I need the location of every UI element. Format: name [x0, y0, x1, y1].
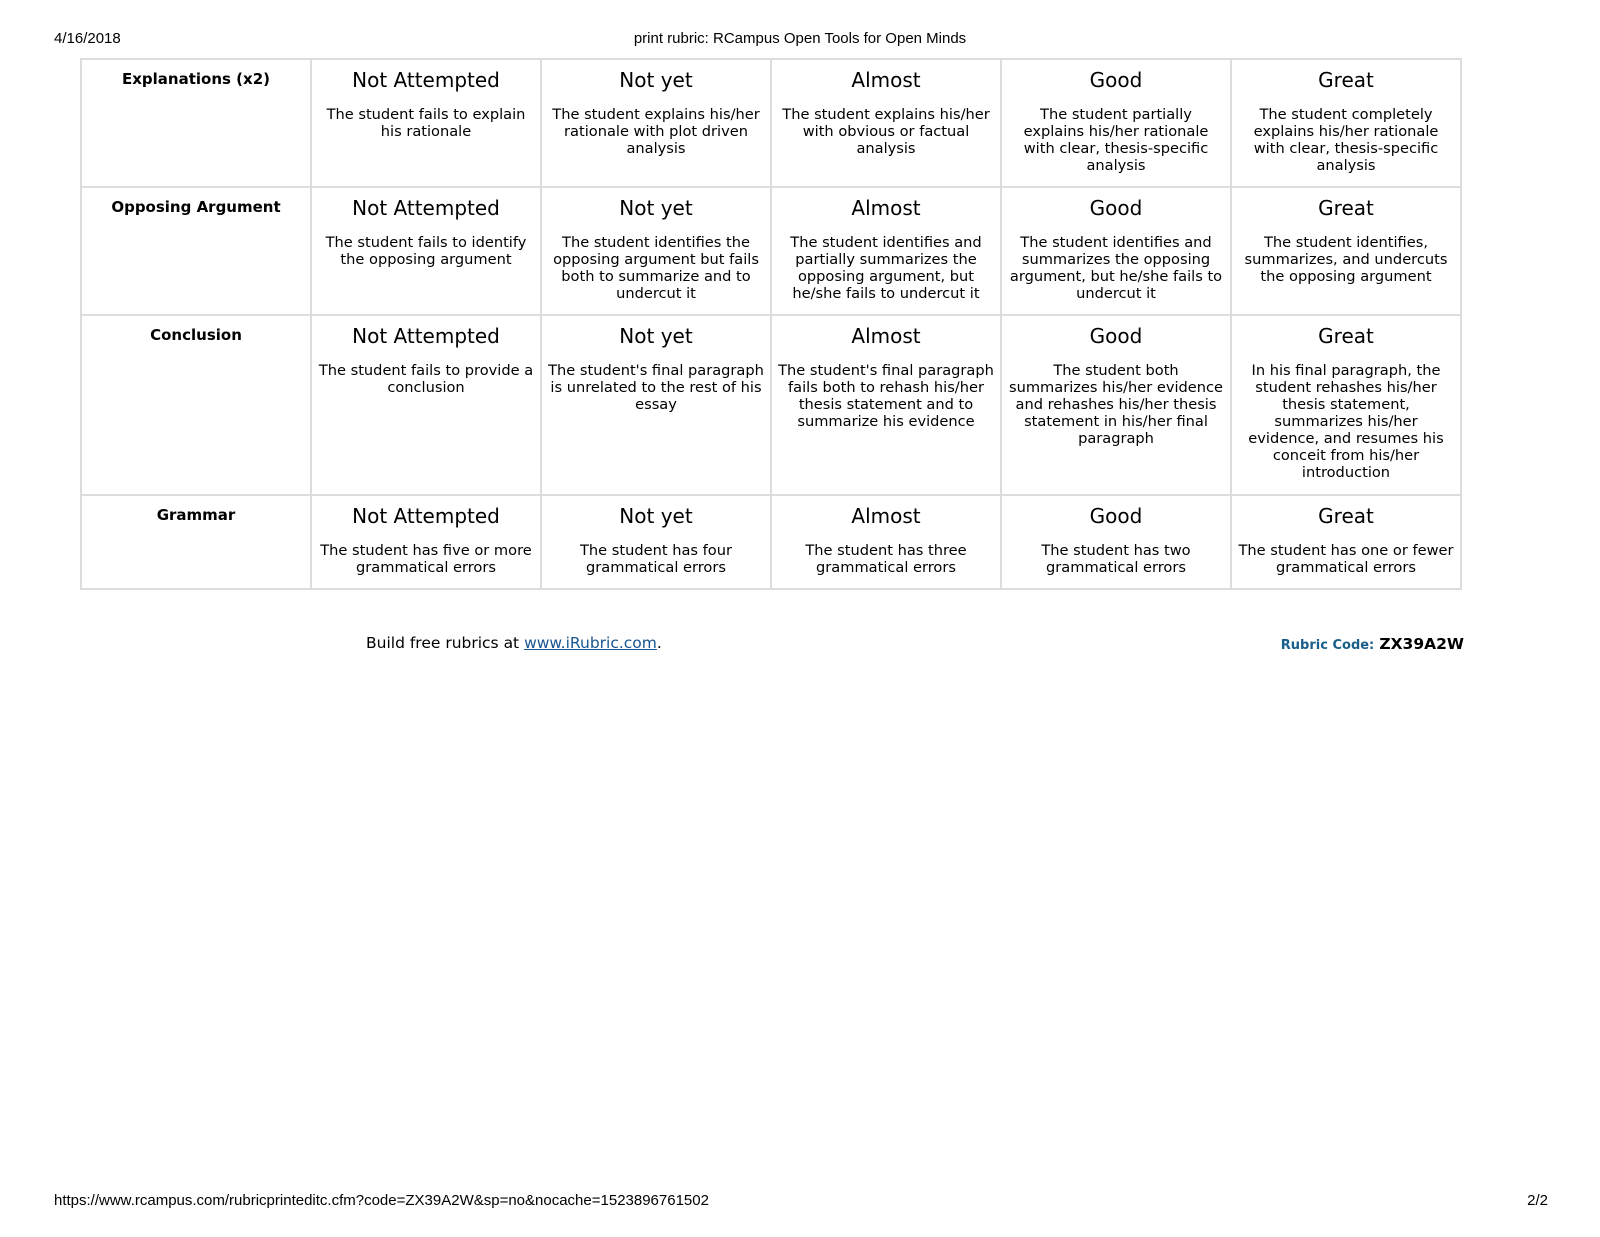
level-description: The student partially explains his/her rationale with clear, thesis-specific analysis — [1023, 106, 1209, 174]
rubric-row — [81, 59, 1461, 187]
page-title: print rubric: RCampus Open Tools for Open Minds — [633, 30, 967, 47]
level-label: Almost — [851, 68, 921, 92]
promo-text — [366, 634, 662, 652]
level-label: Not Attempted — [352, 68, 500, 92]
level-cell — [771, 495, 1001, 589]
level-label: Good — [1089, 196, 1143, 220]
level-label: Great — [1318, 68, 1374, 92]
level-label: Great — [1318, 196, 1374, 220]
level-cell — [311, 495, 541, 589]
level-description: In his final paragraph, the student rehashes his/her thesis statement, summarizes his/her evidence, and resumes his conceit from his/her introduction — [1248, 362, 1444, 481]
level-description: The student explains his/her with obvious or factual analysis — [782, 106, 990, 157]
level-description: The student has one or fewer grammatical errors — [1238, 542, 1454, 576]
level-label: Good — [1089, 504, 1143, 528]
level-label: Almost — [851, 196, 921, 220]
rubric-row — [81, 495, 1461, 589]
level-label: Great — [1318, 504, 1374, 528]
level-description: The student has three grammatical errors — [805, 542, 967, 576]
level-cell — [541, 315, 771, 495]
criterion-cell: Grammar — [81, 495, 311, 589]
level-description: The student has four grammatical errors — [580, 542, 732, 576]
irubric-link[interactable]: www.iRubric.com — [524, 634, 657, 652]
level-description: The student fails to identify the opposing argument — [325, 234, 527, 268]
level-description: The student has two grammatical errors — [1041, 542, 1191, 576]
level-description: The student's final paragraph fails both to rehash his/her thesis statement and to summarize his evidence — [778, 362, 994, 430]
level-cell — [771, 315, 1001, 495]
level-label: Great — [1318, 324, 1374, 348]
level-description: The student both summarizes his/her evidence and rehashes his/her thesis statement in his/her final paragraph — [1008, 362, 1224, 447]
level-cell — [1231, 187, 1461, 315]
rubric-row — [81, 315, 1461, 495]
level-cell — [311, 59, 541, 187]
rubric-code — [1281, 634, 1464, 653]
level-description: The student completely explains his/her rationale with clear, thesis-specific analysis — [1253, 106, 1439, 174]
level-label: Not Attempted — [352, 196, 500, 220]
rubric-row — [81, 187, 1461, 315]
level-label: Almost — [851, 324, 921, 348]
level-cell — [1001, 315, 1231, 495]
level-label: Good — [1089, 324, 1143, 348]
level-description: The student fails to explain his rationale — [326, 106, 526, 140]
level-cell — [541, 187, 771, 315]
promo-label: Build free rubrics at — [366, 634, 525, 652]
criterion-cell: Conclusion — [81, 315, 311, 495]
level-label: Not yet — [619, 504, 693, 528]
level-cell — [311, 187, 541, 315]
level-cell — [1001, 187, 1231, 315]
print-date: 4/16/2018 — [54, 30, 121, 47]
level-label: Almost — [851, 504, 921, 528]
level-cell — [771, 187, 1001, 315]
level-label: Not yet — [619, 324, 693, 348]
rubric-code-value: ZX39A2W — [1379, 635, 1464, 653]
level-cell — [1231, 59, 1461, 187]
level-label: Not yet — [619, 68, 693, 92]
level-cell — [541, 495, 771, 589]
level-description: The student fails to provide a conclusion — [318, 362, 534, 396]
page-url: https://www.rcampus.com/rubricprinteditc.cfm?code=ZX39A2W&sp=no&nocache=1523896761502 — [54, 1192, 709, 1209]
level-description: The student explains his/her rationale with plot driven analysis — [552, 106, 760, 157]
level-cell — [1001, 59, 1231, 187]
level-description: The student identifies, summarizes, and undercuts the opposing argument — [1244, 234, 1448, 285]
level-label: Not Attempted — [352, 324, 500, 348]
level-cell — [1001, 495, 1231, 589]
rubric-table — [80, 58, 1462, 590]
promo-suffix: . — [656, 634, 662, 652]
level-description: The student identifies and partially summarizes the opposing argument, but he/she fails to undercut it — [790, 234, 982, 302]
level-cell — [541, 59, 771, 187]
level-label: Good — [1089, 68, 1143, 92]
level-description: The student's final paragraph is unrelated to the rest of his essay — [548, 362, 764, 413]
page-number: 2/2 — [1527, 1192, 1548, 1209]
rubric-code-label: Rubric Code: — [1280, 638, 1375, 653]
level-cell — [771, 59, 1001, 187]
criterion-cell: Explanations (x2) — [81, 59, 311, 187]
level-description: The student identifies the opposing argument but fails both to summarize and to undercut it — [553, 234, 759, 302]
level-description: The student has five or more grammatical errors — [320, 542, 532, 576]
level-cell — [1231, 315, 1461, 495]
criterion-cell: Opposing Argument — [81, 187, 311, 315]
level-label: Not yet — [619, 196, 693, 220]
level-description: The student identifies and summarizes the opposing argument, but he/she fails to undercut it — [1009, 234, 1223, 302]
level-cell — [1231, 495, 1461, 589]
level-label: Not Attempted — [352, 504, 500, 528]
level-cell — [311, 315, 541, 495]
